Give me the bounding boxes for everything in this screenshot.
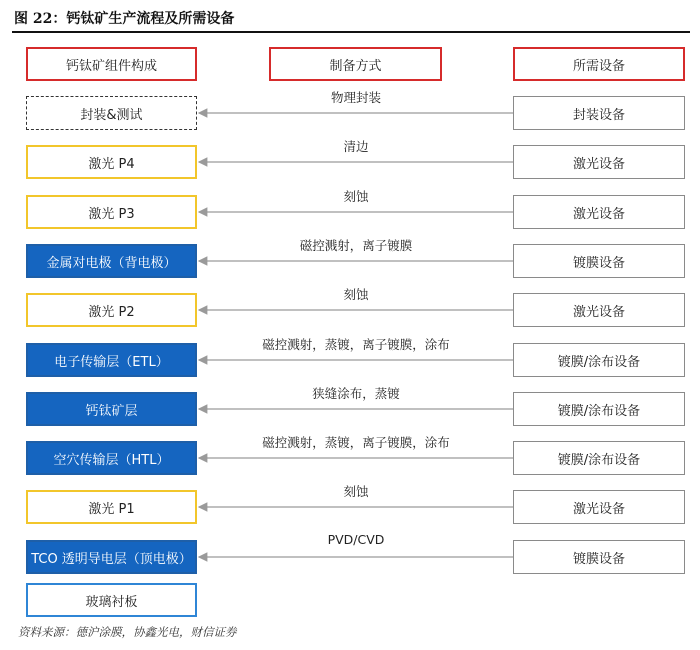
component-box: 封装&测试 — [26, 96, 197, 130]
equipment-box: 镀膜/涂布设备 — [513, 392, 685, 426]
method-label: 磁控溅射，离子镀膜 — [299, 238, 413, 253]
component-box: 激光 P1 — [26, 490, 197, 524]
method-label: PVD/CVD — [327, 532, 385, 547]
equipment-box: 镀膜设备 — [513, 244, 685, 278]
equipment-box: 激光设备 — [513, 195, 685, 229]
method-label: 狭缝涂布，蒸镀 — [312, 386, 400, 401]
source-note: 资料来源：德沪涂膜，协鑫光电，财信证券 — [18, 625, 237, 639]
component-box-glass-substrate: 玻璃衬板 — [26, 583, 197, 617]
equipment-box: 镀膜/涂布设备 — [513, 441, 685, 475]
component-box: 空穴传输层（HTL） — [26, 441, 197, 475]
header-equipment: 所需设备 — [513, 47, 685, 81]
component-box: 激光 P4 — [26, 145, 197, 179]
component-box: 激光 P2 — [26, 293, 197, 327]
equipment-box: 激光设备 — [513, 293, 685, 327]
method-label: 磁控溅射，蒸镀，离子镀膜，涂布 — [262, 337, 450, 352]
method-label: 刻蚀 — [343, 484, 369, 499]
method-label: 清边 — [343, 139, 369, 154]
equipment-box: 镀膜设备 — [513, 540, 685, 574]
figure-title: 图 22：钙钛矿生产流程及所需设备 — [14, 11, 235, 27]
component-box: 金属对电极（背电极） — [26, 244, 197, 278]
equipment-box: 封装设备 — [513, 96, 685, 130]
component-box: 钙钛矿层 — [26, 392, 197, 426]
method-label: 物理封装 — [330, 90, 381, 105]
equipment-box: 镀膜/涂布设备 — [513, 343, 685, 377]
equipment-box: 激光设备 — [513, 490, 685, 524]
component-box: 激光 P3 — [26, 195, 197, 229]
header-components: 钙钛矿组件构成 — [26, 47, 197, 81]
header-method: 制备方式 — [269, 47, 442, 81]
method-label: 刻蚀 — [343, 189, 369, 204]
component-box: 电子传输层（ETL） — [26, 343, 197, 377]
method-label: 磁控溅射，蒸镀，离子镀膜，涂布 — [262, 435, 450, 450]
component-box: TCO 透明导电层（顶电极） — [26, 540, 197, 574]
equipment-box: 激光设备 — [513, 145, 685, 179]
method-label: 刻蚀 — [343, 287, 369, 302]
